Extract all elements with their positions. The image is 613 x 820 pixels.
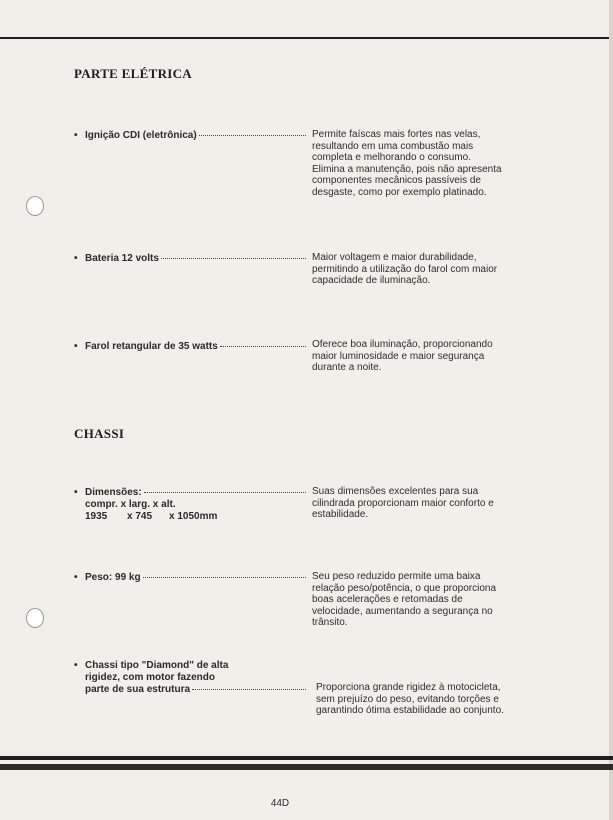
leader-dots [199, 135, 306, 136]
spec-peso [74, 572, 306, 584]
spec-ignicao [74, 130, 306, 142]
spec-chassi-tipo [74, 660, 306, 696]
spec-label-line3: parte de sua estrutura [85, 684, 191, 695]
leader-dots [192, 689, 306, 690]
spec-dimensoes [74, 487, 306, 523]
dimension-width: x 745 [127, 511, 153, 522]
top-rule [0, 37, 613, 39]
bullet: • [74, 130, 78, 141]
desc-chassi-tipo: Proporciona grande rigidez à motocicleta, sem prejuízo do peso, evitando torções e garantindo ótima estabilidade ao conjunto. [316, 682, 504, 716]
leader-dots [144, 492, 306, 493]
bullet: • [74, 572, 78, 583]
spec-dimension-headers: compr. x larg. x alt. [85, 499, 176, 510]
leader-dots [143, 577, 306, 578]
spec-label: Chassi tipo "Diamond" de alta [85, 660, 229, 671]
bullet: • [74, 660, 78, 671]
desc-bateria: Maior voltagem e maior durabilidade, permitindo a utilização do farol com maior capacidade de iluminação. [312, 252, 498, 286]
section-title-eletrica: PARTE ELÉTRICA [74, 66, 192, 81]
spec-label: Farol retangular de 35 watts [85, 341, 218, 352]
bottom-rule-thick [0, 764, 613, 770]
bottom-rule [0, 756, 613, 760]
desc-peso: Seu peso reduzido permite uma baixa relação peso/potência, o que proporciona boas acelerações e retomadas de velocidade, aumentando a segurança no trânsito. [312, 571, 497, 628]
spec-label: Dimensões: [85, 487, 142, 498]
leader-dots [161, 258, 306, 259]
binder-hole-bottom [26, 608, 44, 628]
bullet: • [74, 341, 78, 352]
section-title-chassi: CHASSI [74, 426, 125, 441]
spec-bateria [74, 253, 306, 265]
page-number: 44D [270, 798, 290, 809]
spec-label-line2: rigidez, com motor fazendo [85, 672, 216, 683]
spec-farol [74, 341, 306, 353]
desc-ignicao: Permite faíscas mais fortes nas velas, resultando em uma combustão mais completa e melhorando o consumo. Elimina a manutenção, pois não apresenta componentes mecânicos passíveis de desgaste, como por exemplo platinado. [312, 129, 502, 198]
desc-dimensoes: Suas dimensões excelentes para sua cilindrada proporcionam maior conforto e estabilidade. [312, 486, 494, 520]
dimension-height: x 1050mm [169, 511, 218, 522]
leader-dots [220, 346, 306, 347]
bullet: • [74, 487, 78, 498]
page-edge [609, 0, 613, 820]
desc-farol: Oferece boa iluminação, proporcionando maior luminosidade e maior segurança durante a noite. [312, 339, 493, 373]
bullet: • [74, 253, 78, 264]
spec-dimension-values [74, 511, 306, 523]
binder-hole-top [26, 196, 44, 216]
spec-label: Peso: 99 kg [85, 572, 141, 583]
spec-label: Bateria 12 volts [85, 253, 159, 264]
spec-label: Ignição CDI (eletrônica) [85, 130, 197, 141]
dimension-length: 1935 [85, 511, 108, 522]
